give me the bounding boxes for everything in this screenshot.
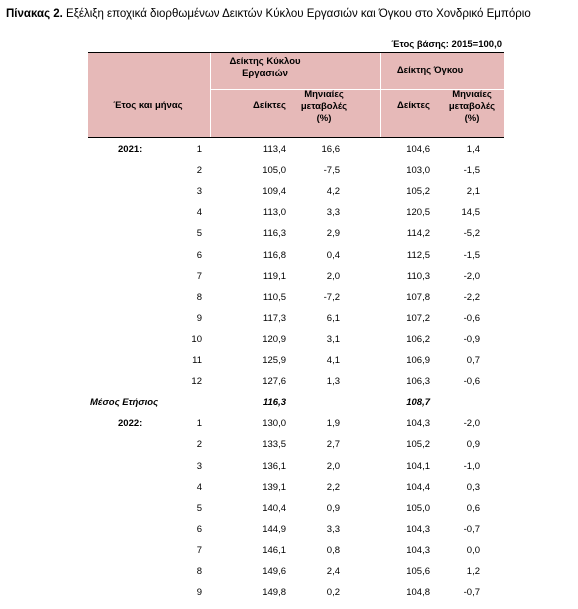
volume-change-cell: 1,4: [466, 144, 480, 155]
volume-change-cell: 0,9: [466, 439, 480, 451]
volume-change-cell: -1,0: [463, 460, 480, 472]
month-cell: 10: [191, 333, 202, 345]
turnover-change-cell: 1,3: [326, 376, 340, 388]
turnover-change-cell: 0,9: [326, 502, 340, 514]
table-row: [88, 351, 504, 372]
col-index-1: Δείκτες: [253, 100, 286, 111]
volume-index-cell: 104,3: [406, 523, 430, 535]
turnover-index-cell: 146,1: [262, 544, 286, 556]
volume-index-cell: 112,5: [406, 249, 430, 261]
turnover-change-cell: 3,3: [326, 523, 340, 535]
volume-index-cell: 120,5: [406, 207, 430, 219]
turnover-index-cell: 139,1: [262, 481, 286, 493]
turnover-change-cell: 0,2: [326, 587, 340, 599]
turnover-index-cell: 105,0: [262, 165, 286, 177]
turnover-index-cell: 116,3: [262, 397, 286, 409]
turnover-index-cell: 113,0: [262, 207, 286, 219]
turnover-index-cell: 130,0: [262, 418, 286, 430]
turnover-index-cell: 116,3: [262, 228, 286, 240]
month-cell: 11: [192, 355, 202, 366]
month-cell: 2: [196, 165, 202, 177]
month-cell: 1: [196, 144, 202, 155]
turnover-index-cell: 117,3: [262, 312, 286, 324]
table-row: [88, 435, 504, 456]
table-title: [6, 8, 531, 20]
turnover-change-cell: 1,9: [326, 418, 340, 430]
month-cell: 5: [196, 502, 202, 514]
table-number: Πίνακας 2.: [6, 8, 63, 20]
table-row: [88, 246, 504, 267]
month-cell: 6: [196, 249, 202, 261]
month-cell: 12: [191, 376, 202, 388]
volume-change-cell: -0,9: [463, 333, 480, 345]
table-header: [88, 53, 504, 137]
month-cell: 6: [196, 523, 202, 535]
volume-change-cell: 0,0: [466, 544, 480, 556]
col-change-2: Μηνιαίες μεταβολές (%): [448, 89, 496, 124]
volume-index-cell: 106,9: [406, 355, 430, 366]
turnover-change-cell: 2,0: [326, 270, 340, 282]
turnover-change-cell: -7,2: [323, 291, 340, 303]
table-row: [88, 562, 504, 583]
turnover-change-cell: 4,2: [326, 186, 340, 198]
turnover-index-cell: 144,9: [262, 523, 286, 535]
table-row: [88, 309, 504, 330]
volume-index-cell: 106,2: [406, 333, 430, 345]
volume-index-cell: 104,3: [406, 418, 430, 430]
volume-change-cell: -2,2: [463, 291, 480, 303]
volume-index-cell: 106,3: [406, 376, 430, 388]
turnover-index-cell: 133,5: [262, 439, 286, 451]
month-cell: 9: [196, 312, 202, 324]
volume-index-cell: 104,1: [406, 460, 430, 472]
volume-change-cell: 0,7: [466, 355, 480, 366]
table-row: [88, 478, 504, 499]
volume-index-cell: 114,2: [406, 228, 430, 240]
volume-change-cell: -2,0: [463, 270, 480, 282]
table-row: [88, 499, 504, 520]
table-row: [88, 224, 504, 245]
month-cell: 8: [196, 291, 202, 303]
header-rule: [88, 137, 504, 138]
table-row: [88, 140, 504, 161]
volume-index-cell: 107,8: [406, 291, 430, 303]
month-cell: 4: [196, 207, 202, 219]
turnover-index-cell: 109,4: [262, 186, 286, 198]
volume-change-cell: 0,6: [466, 502, 480, 514]
volume-index-cell: 103,0: [406, 165, 430, 177]
turnover-index-cell: 120,9: [262, 333, 286, 345]
turnover-change-cell: 2,2: [326, 481, 340, 493]
turnover-change-cell: 0,8: [326, 544, 340, 556]
month-cell: 4: [196, 481, 202, 493]
turnover-index-cell: 136,1: [262, 460, 286, 472]
volume-index-cell: 104,8: [406, 587, 430, 599]
turnover-index-cell: 127,6: [262, 376, 286, 388]
annual-average-row: [88, 393, 504, 414]
turnover-index-cell: 149,8: [262, 587, 286, 599]
volume-index-cell: 107,2: [406, 312, 430, 324]
month-cell: 5: [196, 228, 202, 240]
period-cell: 2021:: [118, 144, 143, 155]
volume-index-cell: 105,0: [406, 502, 430, 514]
turnover-change-cell: 4,1: [326, 355, 340, 366]
volume-change-cell: 14,5: [461, 207, 480, 219]
table-row: [88, 330, 504, 351]
month-cell: 3: [196, 186, 202, 198]
col-period: Έτος και μήνας: [113, 100, 183, 111]
turnover-index-cell: 116,8: [262, 249, 286, 261]
table-row: [88, 161, 504, 182]
table-row: [88, 288, 504, 309]
table-row: [88, 583, 504, 604]
period-cell: 2022:: [118, 418, 143, 430]
volume-change-cell: 1,2: [466, 566, 480, 577]
month-cell: 1: [196, 418, 202, 430]
volume-index-cell: 105,6: [406, 566, 430, 577]
table-row: [88, 372, 504, 393]
turnover-change-cell: -7,5: [323, 165, 340, 177]
turnover-change-cell: 2,4: [326, 566, 340, 577]
month-cell: 3: [196, 460, 202, 472]
table-row: [88, 203, 504, 224]
turnover-change-cell: 2,0: [326, 460, 340, 472]
volume-index-cell: 104,4: [406, 481, 430, 493]
volume-index-cell: 105,2: [406, 439, 430, 451]
group-volume-index: Δείκτης Όγκου: [396, 65, 464, 76]
turnover-index-cell: 119,1: [262, 270, 286, 282]
turnover-change-cell: 3,1: [326, 333, 340, 345]
col-index-2: Δείκτες: [397, 100, 430, 111]
volume-change-cell: -2,0: [463, 418, 480, 430]
table-row: [88, 182, 504, 203]
turnover-change-cell: 6,1: [326, 312, 340, 324]
month-cell: 7: [196, 270, 202, 282]
turnover-index-cell: 140,4: [262, 502, 286, 514]
volume-index-cell: 110,3: [406, 270, 430, 282]
volume-change-cell: 0,3: [466, 481, 480, 493]
table-row: [88, 414, 504, 435]
turnover-index-cell: 125,9: [262, 355, 286, 366]
turnover-index-cell: 110,5: [262, 291, 286, 303]
volume-change-cell: -0,6: [463, 376, 480, 388]
turnover-change-cell: 2,9: [326, 228, 340, 240]
turnover-index-cell: 149,6: [262, 566, 286, 577]
volume-index-cell: 104,3: [406, 544, 430, 556]
month-cell: 2: [196, 439, 202, 451]
table-row: [88, 267, 504, 288]
turnover-change-cell: 3,3: [326, 207, 340, 219]
volume-change-cell: 2,1: [466, 186, 480, 198]
table-row: [88, 541, 504, 562]
volume-index-cell: 105,2: [406, 186, 430, 198]
volume-index-cell: 104,6: [406, 144, 430, 155]
month-cell: 8: [196, 566, 202, 577]
table-row: [88, 457, 504, 478]
volume-change-cell: -1,5: [463, 165, 480, 177]
turnover-change-cell: 16,6: [321, 144, 340, 155]
volume-index-cell: 108,7: [406, 397, 430, 409]
month-cell: 7: [196, 544, 202, 556]
month-cell: 9: [196, 587, 202, 599]
turnover-change-cell: 0,4: [326, 249, 340, 261]
base-year-note: Έτος βάσης: 2015=100,0: [391, 39, 502, 50]
volume-change-cell: -0,6: [463, 312, 480, 324]
period-cell: Μέσος Ετήσιος: [90, 397, 159, 409]
col-change-1: Μηνιαίες μεταβολές (%): [300, 89, 348, 124]
table-caption: Εξέλιξη εποχικά διορθωμένων Δεικτών Κύκλου Εργασιών και Όγκου στο Χονδρικό Εμπόριο: [62, 8, 531, 20]
group-turnover-index: Δείκτης Κύκλου Εργασιών: [229, 56, 301, 79]
volume-change-cell: -5,2: [463, 228, 480, 240]
turnover-change-cell: 2,7: [326, 439, 340, 451]
turnover-index-cell: 113,4: [262, 144, 286, 155]
table-row: [88, 520, 504, 541]
volume-change-cell: -0,7: [463, 587, 480, 599]
volume-change-cell: -1,5: [463, 249, 480, 261]
volume-change-cell: -0,7: [463, 523, 480, 535]
